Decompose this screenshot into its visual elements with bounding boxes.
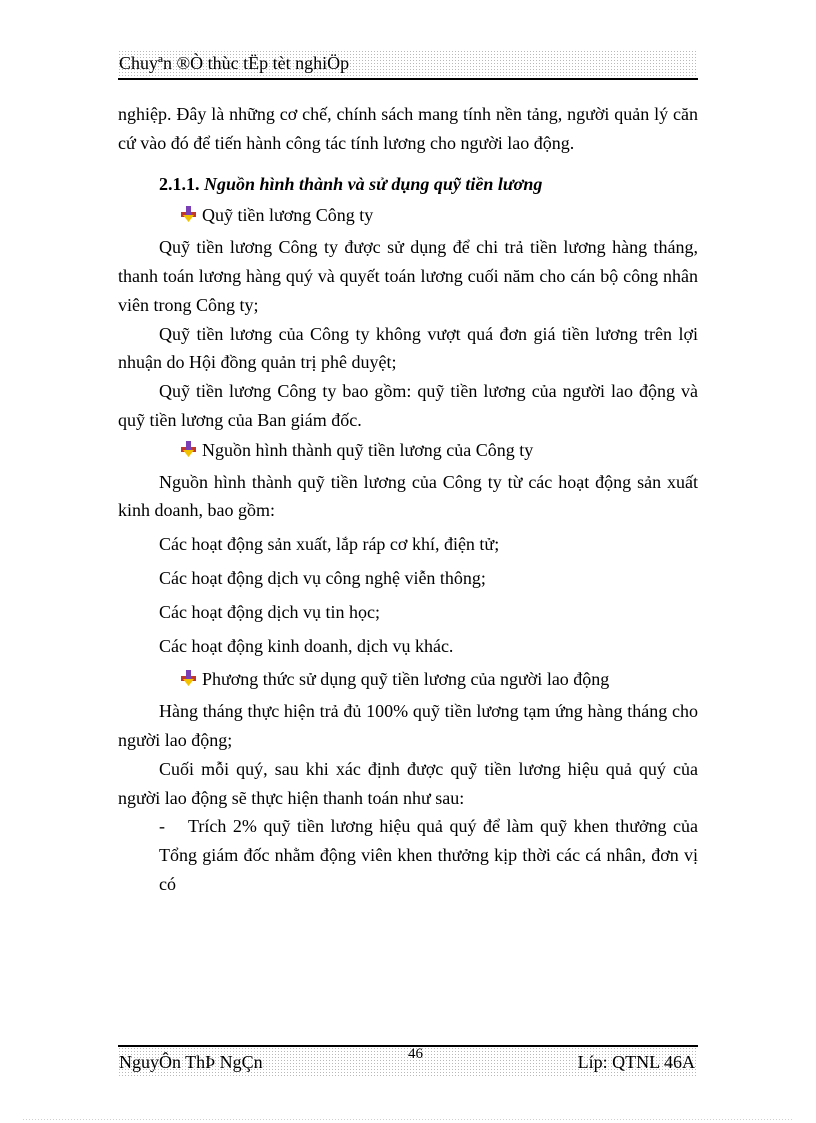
- paragraph-5: Hàng tháng thực hiện trả đủ 100% quỹ tiền lương tạm ứng hàng tháng cho người lao động;: [118, 701, 698, 750]
- bullet-usage-label: Phương thức sử dụng quỹ tiền lương của người lao động: [202, 669, 610, 690]
- bullet-fund-label: Quỹ tiền lương Công ty: [202, 205, 374, 226]
- page-number: 46: [408, 1046, 423, 1062]
- list-item: Các hoạt động sản xuất, lắp ráp cơ khí, điện tử;: [159, 534, 500, 555]
- list-item: Các hoạt động kinh doanh, dịch vụ khác.: [159, 635, 454, 656]
- list-item: Các hoạt động dịch vụ công nghệ viễn thông;: [159, 567, 486, 588]
- paragraph-2: Quỹ tiền lương của Công ty không vượt quá đơn giá tiền lương trên lợi nhuận do Hội đồng quản trị phê duyệt;: [118, 323, 698, 373]
- paragraph-4: Nguồn hình thành quỹ tiền lương của Công ty từ các hoạt động sản xuất kinh doanh, bao gồm:: [118, 471, 698, 521]
- bullet-source: [118, 436, 698, 465]
- dash-item-text: Trích 2% quỹ tiền lương hiệu quả quý để làm quỹ khen thưởng của Tổng giám đốc nhằm động viên khen thưởng kịp thời các cá nhân, đơn vị có: [159, 816, 698, 894]
- bullet-source-label: Nguồn hình thành quỹ tiền lương của Công ty: [202, 439, 534, 460]
- intro-paragraph: nghiệp. Đây là những cơ chế, chính sách mang tính nền tảng, người quản lý căn cứ vào đó để tiến hành công tác tính lương cho người lao động.: [118, 104, 698, 153]
- footer-author: NguyÔn ThÞ NgÇn: [119, 1052, 263, 1072]
- paragraph-3: Quỹ tiền lương Công ty bao gồm: quỹ tiền lương của người lao động và quỹ tiền lương của Ban giám đốc.: [118, 381, 698, 430]
- dash-marker: -: [159, 816, 165, 837]
- arrow-bullet-icon: [181, 206, 196, 222]
- bullet-fund: [118, 201, 698, 230]
- paragraph-1: Quỹ tiền lương Công ty được sử dụng để chi trả tiền lương hàng tháng, thanh toán lương hàng quý và quyết toán lương cuối năm cho cán bộ công nhân viên trong Công ty;: [118, 237, 698, 315]
- page-header: [118, 50, 698, 80]
- footer-class: Líp: QTNL 46A: [577, 1052, 695, 1072]
- list-item: Các hoạt động dịch vụ tin học;: [159, 601, 380, 622]
- section-title: Nguồn hình thành và sử dụng quỹ tiền lương: [204, 173, 543, 194]
- bullet-usage: [118, 665, 698, 694]
- section-number: 2.1.1.: [159, 173, 200, 194]
- paragraph-6: Cuối mỗi quý, sau khi xác định được quỹ tiền lương hiệu quả quý của người lao động sẽ thực hiện thanh toán như sau:: [118, 758, 698, 808]
- arrow-bullet-icon: [181, 441, 196, 457]
- section-heading: [118, 170, 698, 199]
- page-footer: [118, 1045, 698, 1077]
- dash-list-item: [118, 812, 698, 898]
- page-body: [118, 100, 698, 899]
- header-title: Chuyªn ®Ò thùc tËp tèt nghiÖp: [119, 53, 350, 73]
- arrow-bullet-icon: [181, 670, 196, 686]
- bottom-dotted-divider: [22, 1118, 794, 1120]
